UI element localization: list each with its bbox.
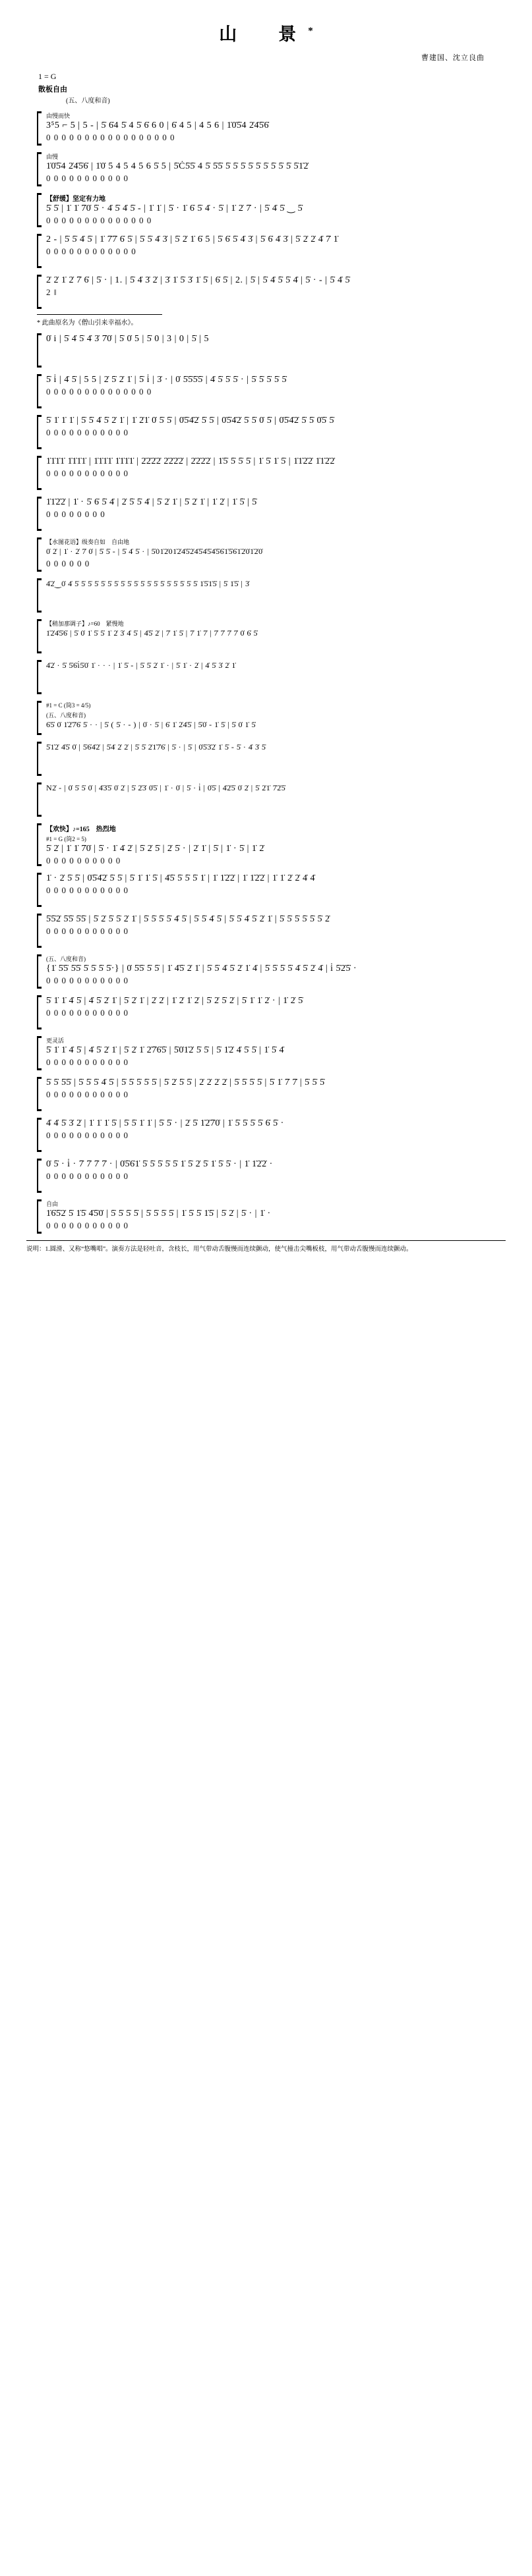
section-subnote-1: (五、八度和音)	[66, 97, 110, 105]
key-signature: 1 = G	[38, 72, 57, 81]
notation-line: 4̇ 4̇ 5̇ 3̇ 2̇ | 1̇ 1̇ 1̇ 5̇ | 5̇ 5̇ 1̇ 1̇ | 5̇ 5̇ · | 2̇ 5̇ 1̇2̇7̇0̇ | 1̇ 5̇ 5̇ 5̇ 5̇ 6̇ 5̇ ·	[46, 1118, 284, 1128]
notation-line: 6̇5̇ 0̇ 1̇2̇7̇6̇ 5̇ · · | 5̇ ( 5̇ · - ) | 0̇ · 5̇ | 6̇ 1̇ 2̇4̇5̇ | 5̇0̇ - 1̇ 5̇ | 5̇ 0̇ 1̇ 5̇	[46, 720, 256, 729]
staff-row	[37, 456, 495, 490]
notation-line: 0̇ i | 5̇ 4̇ 5̇ 4̇ 3̇ 7̇0̇ | 5̇ 0̇ 5 | 5̇ 0 | 3 | 0 | 5̇ | 5	[46, 334, 210, 344]
footnote-area	[37, 314, 495, 327]
notation-secondline: 0 0 0 0 0 0 0 0 0 0 0	[46, 173, 129, 183]
notation-line: 1̇ · 2̇ 5̇ 5̇ | 0̇5̇4̇2̇ 5̇ 5̇ | 5̇ 1̇ 1̇ 5̇ | 4̇5̇ 5̇ 5̇ 5̇ 1̇ | 1̇ 1̇2̇2̇ | 1̇ 1̇2̇2̇ | 1̇ 1̇ 2̇ 2̇ 4̇ 4̇	[46, 873, 315, 883]
section-tag-10: #1 = G (筒2 = 5)	[46, 836, 86, 842]
notation-secondline: 0 0 0 0 0 0 0 0 0 0 0 0 0 0	[46, 387, 152, 397]
notation-secondline: 0 0 0 0 0 0 0 0 0 0 0	[46, 926, 129, 936]
notation-line: 1̇0̇5̇4 2̇4̇5̇6̇ | 1̇0̇ 5 4 5 4 5 6 5̇ 5 | 5̇Ċ5̇5̇ 4 5̇ 5̇5̇ 5̇ 5̇ 5̇ 5̇ 5̇ 5̇ 5̇ 5̇ 5̇ 5̇1̇2̇	[46, 161, 309, 171]
notation-secondline: 2 ‖	[46, 287, 57, 297]
section-tag-4: 【舒缓】坚定有力地	[46, 196, 105, 203]
staff-row	[37, 1036, 495, 1070]
section-tag-7: #1 = C (筒3 = 4/5)	[46, 702, 91, 709]
footnote-text: * 此曲原名为《僧山引来幸福水》。	[37, 319, 138, 327]
expression-tag-12: 自由	[46, 1201, 59, 1207]
notation-line: 5̇ i̇ | 4̇ 5̇ | 5 5 | 2̇ 5̇ 2̇ 1̇ | 5̇ i̇ | 3̇ · | 0̇ 5̇5̇5̇5̇ | 4̇ 5̇ 5̇ 5̇ · | 5̇ 5̇ 5̇ 5̇ 5̇	[46, 375, 287, 385]
notation-line: 4̇2̇‿0̇ 4̇ 5̇ 5̇ 5̇ 5̇ 5̇ 5̇ 5̇ 5̇ 5̇ 5̇ 5̇ 5̇ 5̇ 5̇ 5̇ 5̇ 5̇ 5̇ 5̇ 1̇5̇1̇5̇ | 5̇ 1̇5̇ | 3̇	[46, 579, 250, 588]
staff-row	[37, 742, 495, 776]
staff-row	[37, 1118, 495, 1152]
staff-block	[37, 111, 495, 309]
notation-secondline: 0 0 0 0 0 0 0 0 0 0 0 0	[46, 246, 136, 256]
notation-secondline: 0 0 0 0 0 0 0 0 0 0	[46, 856, 121, 865]
notation-secondline: 0 0 0 0 0 0 0 0 0 0 0	[46, 1089, 129, 1099]
notation-line: {1̇ 5̇5̇ 5̇5̇ 5̇ 5̇ 5̇ 5̇·} | 0̇ 5̇5̇ 5̇ 5̇ | 1̇ 4̇5̇ 2̇ 1̇ | 5̇ 5̇ 4̇ 5̇ 2̇ 1̇ 4̇ | 5̇ 5̇ 5̇ 5̇ 4̇ 5̇ 2̇ 4̇ | i̇ 5̇2̇5̇ ·	[46, 964, 357, 973]
notation-line: 5̇ 1̇ 1̇ 4̇ 5̇ | 4̇ 5̇ 2̇ 1̇ | 5̇ 2̇ 1̇ | 2̇ 2̇ | 1̇ 2̇ 1̇ 2̇ | 5̇ 2̇ 5̇ 2̇ | 5̇ 1̇ 1̇ 2̇ · | 1̇ 2̇ 5̇	[46, 996, 303, 1006]
notation-secondline: 0 0 0 0 0 0 0 0 0 0 0	[46, 885, 129, 895]
notation-line: 2 - | 5̇ 5̇ 4̇ 5̇ | 1̇ 7̇7̇ 6̇ 5̇ | 5̇ 5̇ 4̇ 3̇ | 5̇ 2̇ 1̇ 6̇ 5 | 5̇ 6̇ 5̇ 4̇ 3̇ | 5̇ 6̇ 4̇ 3̇ | 5̇ 2̇ 2̇ 4̇ 7̇ 1̇	[46, 234, 339, 244]
staff-row	[37, 782, 495, 817]
staff-row	[37, 660, 495, 694]
notation-line: 3⁵5 ⌐ 5 | 5 - | 5̇ 6̇4 5̇ 4 5̇ 6̇ 6 0 | 6̇ 4 5 | 4 5 6 | 1̇0̇5̇4 2̇4̇5̇6̇	[46, 121, 269, 130]
page-title	[0, 20, 532, 45]
notation-secondline: 0 0 0 0 0 0 0 0 0 0 0	[46, 1130, 129, 1140]
notation-secondline: 0 0 0 0 0 0 0 0 0 0 0 0 0 0	[46, 215, 152, 225]
notation-line: 0̇ 2̇ | 1̇ · 2̇ 7̇ 0̇ | 5̇ 5̇ - | 5̇ 4̇ 5̇ · | 5̇01̇2̇01̇2̇4̇5̇2̇4̇5̇4̇5̇4̇5̇6̇1̇5̇6̇1̇2̇0̇1̇2̇0̇	[46, 547, 263, 556]
staff-row	[37, 1159, 495, 1193]
notation-secondline: 0 0 0 0 0 0 0 0 0 0 0	[46, 427, 129, 437]
staff-row	[37, 152, 495, 186]
staff-row	[37, 193, 495, 227]
section-tag-6: 【稍加那调子】♪=60 紧慢地	[46, 620, 124, 627]
notation-line: 5̇ 1̇ 1̇ 4̇ 5̇ | 4̇ 5̇ 2̇ 1̇ | 5̇ 2̇ 1̇ 2̇7̇6̇5̇ | 5̇0̇1̇2̇ 5̇ 5̇ | 5̇ 1̇2̇ 4̇ 5̇ 5̇ | 1̇ 5̇ 4̇	[46, 1045, 285, 1055]
notation-line: 5̇5̇2̇ 5̇5̇ 5̇5̇ | 5̇ 2̇ 5̇ 5̇ 2̇ 1̇ | 5̇ 5̇ 5̇ 5̇ 4̇ 5̇ | 5̇ 5̇ 4̇ 5̇ | 5̇ 5̇ 4̇ 5̇ 2̇ 1̇ | 5̇ 5̇ 5̇ 5̇ 5̇ 5̇ 2̇	[46, 914, 330, 924]
notation-secondline: 0 0 0 0 0 0 0 0 0 0 0	[46, 1057, 129, 1067]
notation-line: 0̇ 5̇ · i̇ · 7̇ 7̇ 7̇ 7̇ · | 0̇5̇6̇1̇ 5̇ 5̇ 5̇ 5̇ 5̇ 1̇ 5̇ 2̇ 5̇ 1̇ 5̇ 5̇ · | 1̇ 1̇2̇2̇ ·	[46, 1159, 273, 1169]
staff-row	[37, 823, 495, 866]
notation-line: 1̇2̇4̇5̇6̇ | 5̇ 0̇ 1̇ 5̇ 5̇ 1̇ 2̇ 3̇ 4̇ 5̇ | 4̇5̇ 2̇ | 7̇ 1̇ 5̇ | 7̇ 1̇ 7̇ | 7̇ 7̇ 7̇ 7̇ 0̇ 6̇ 5̇	[46, 628, 258, 638]
staff-row	[37, 234, 495, 268]
notation-line: 1̇1̇2̇2̇ | 1̇ · 5̇ 6̇ 5̇ 4̇ | 2̇ 5̇ 5̇ 4̇ | 5̇ 2̇ 1̇ | 5̇ 2̇ 1̇ | 1̇ 2̇ | 1̇ 5̇ | 5̇	[46, 497, 257, 507]
staff-row	[37, 1077, 495, 1111]
notation-secondline: 0 0 0 0 0 0 0 0 0 0 0	[46, 975, 129, 985]
bottom-note: 说明：1.圆滑、又称“悠嘴唱”。演奏方法是轻吐音，含枝长，用气带动舌腹慢而连续颤动，使气撞击尖嘴板枝，用气带动舌腹慢而连续颤动。	[26, 1240, 506, 1254]
section-subnote-8: (五、八度和音)	[46, 956, 86, 962]
staff-row	[37, 111, 495, 146]
tempo-mark-2: 由慢	[46, 153, 59, 160]
footnote-rule	[37, 314, 162, 315]
notation-line: 5̇1̇2̇ 4̇5̇ 0̇ | 5̇6̇4̇2̇ | 5̇4̇ 2̇ 2̇ | 5̇ 5̇ 2̇1̇7̇6̇ | 5̇ · | 5̇ | 0̇5̇3̇2̇ 1̇ 5̇ - 5̇ · 4̇ 3̇ 5̇	[46, 742, 266, 752]
notation-line: 5̇ 5̇ | 1̇ 1̇ 7̇0̇ 5̇ · 4̇ 5̇ 4̇ 5̇ - | 1̇ 1̇ | 5̇ · 1̇ 6̇ 5̇ 4̇ · 5̇ | 1̇ 2̇ 7̇ · | 5̇ 4̇ 5̇ ‿ 5̇	[46, 204, 303, 213]
staff-row	[37, 995, 495, 1029]
staff-row	[37, 873, 495, 907]
section-heading-1: 散板自由	[38, 86, 67, 94]
staff-row	[37, 333, 495, 368]
notation-secondline: 0 0 0 0 0 0 0 0 0 0 0	[46, 468, 129, 478]
notation-secondline: 0 0 0 0 0 0 0 0 0 0 0	[46, 1008, 129, 1018]
section-subnote-13: (五、八度和音)	[46, 712, 86, 719]
notation-line: 4̇2̇ · 5̇ 5̇6̇i̇5̇0̇ 1̇ · · · | 1̇ 5̇ - | 5̇ 5̇ 2̇ 1̇ · | 5̇ 1̇ · 2̇ | 4̇ 5̇ 3̇ 2̇ 1̇	[46, 661, 236, 670]
notation-line: 5̇ 1̇ 1̇ 1̇ | 5̇ 5̇ 4̇ 5̇ 2̇ 1̇ | 1̇ 2̇1̇ 0̇ 5̇ 5̇ | 0̇5̇4̇2̇ 5̇ 5̇ | 0̇5̇4̇2̇ 5̇ 5̇ 0̇ 5̇ | 0̇5̇4̇2̇ 5̇ 5̇ 0̇5̇ 5̇	[46, 416, 335, 425]
staff-row	[37, 415, 495, 449]
composer-credit: 曹建国、沈立良曲	[421, 54, 485, 62]
notation-secondline: 0 0 0 0 0 0	[46, 559, 90, 568]
staff-row	[37, 619, 495, 653]
staff-row	[37, 954, 495, 989]
tempo-mark-1: 由慢而快	[46, 113, 71, 119]
title-star: *	[308, 26, 313, 36]
notation-line: 5̇ 2̇ | 1̇ 1̇ 7̇0̇ | 5̇ · 1̇ 4̇ 2̇ | 5̇ 2̇ 5̇ | 2̇ 5̇ · | 2̇ 1̇ | 5̇ | 1̇ · 5̇ | 1̇ 2̇	[46, 844, 264, 854]
staff-row	[37, 701, 495, 735]
staff-row	[37, 914, 495, 948]
staff-row	[37, 275, 495, 309]
section-tag-5: 【水图花语】级奏自如 自由地	[46, 539, 130, 545]
notation-secondline: 0 0 0 0 0 0 0 0	[46, 509, 105, 519]
staff-row	[37, 537, 495, 572]
notation-line: 1̇1̇1̇1̇ 1̇1̇1̇1̇ | 1̇1̇1̇1̇ 1̇1̇1̇1̇ | 2̇2̇2̇2̇ 2̇2̇2̇2̇ | 2̇2̇2̇2̇ | 1̇5̇ 5̇ 5̇ 5̇ | 1̇ 5̇ 1̇ 5̇ | 1̇1̇2̇2̇ 1̇1̇2̇2̇	[46, 456, 336, 466]
notation-secondline: 0 0 0 0 0 0 0 0 0 0 0	[46, 1220, 129, 1230]
notation-line: 5̇ 5̇ 5̇5̇ | 5̇ 5̇ 5̇ 4̇ 5̇ | 5̇ 5̇ 5̇ 5̇ 5̇ | 5̇ 2̇ 5̇ 5̇ | 2̇ 2̇ 2̇ 2̇ | 5̇ 5̇ 5̇ 5̇ | 5̇ 1̇ 7̇ 7̇ | 5̇ 5̇ 5̇	[46, 1078, 325, 1087]
notation-secondline: 0 0 0 0 0 0 0 0 0 0 0	[46, 1171, 129, 1181]
title-text: 山 景	[219, 24, 309, 44]
staff-row	[37, 1199, 495, 1234]
notation-line: 1̇6̇5̇2̇ 5̇ 1̇5̇ 4̇5̇0̇ | 5̇ 5̇ 5̇ 5̇ | 5̇ 5̇ 5̇ 5̇ | 1̇ 5̇ 5̇ 1̇5̇ | 5̇ 2̇ | 5̇ · | 1̇ ·	[46, 1209, 271, 1219]
staff-row	[37, 578, 495, 613]
staff-block-2	[37, 333, 495, 1234]
expression-tag-11: 更灵活	[46, 1037, 65, 1044]
section-tag-9: 【欢快】♪=165 热烈地	[46, 826, 116, 833]
staff-row	[37, 374, 495, 408]
notation-secondline: 0 0 0 0 0 0 0 0 0 0 0 0 0 0 0 0 0	[46, 132, 175, 142]
staff-row	[37, 497, 495, 531]
notation-line: 2̇ 2̇ 1̇ 2̇ 7̇ 6̇ | 5̇ · | 1. | 5̇ 4̇ 3̇ 2̇ | 3̇ 1̇ 5̇ 3̇ 1̇ 5̇ | 6̇ 5̇ | 2. | 5̇ | 5̇ 4̇ 5̇ 5̇ 4̇ | 5̇ · - | 5̇ 4̇ 5̇	[46, 275, 351, 285]
notation-line: N2̇ - | 0̇ 5̇ 5̇ 0̇ | 4̇3̇5̇ 0̇ 2̇ | 5̇ 2̇3̇ 0̇5̇ | 1̇ · 0̇ | 5̇ · i̇ | 0̇5̇ | 4̇2̇5̇ 0̇ 2̇ | 5̇ 2̇1̇ 7̇2̇5̇	[46, 783, 286, 792]
